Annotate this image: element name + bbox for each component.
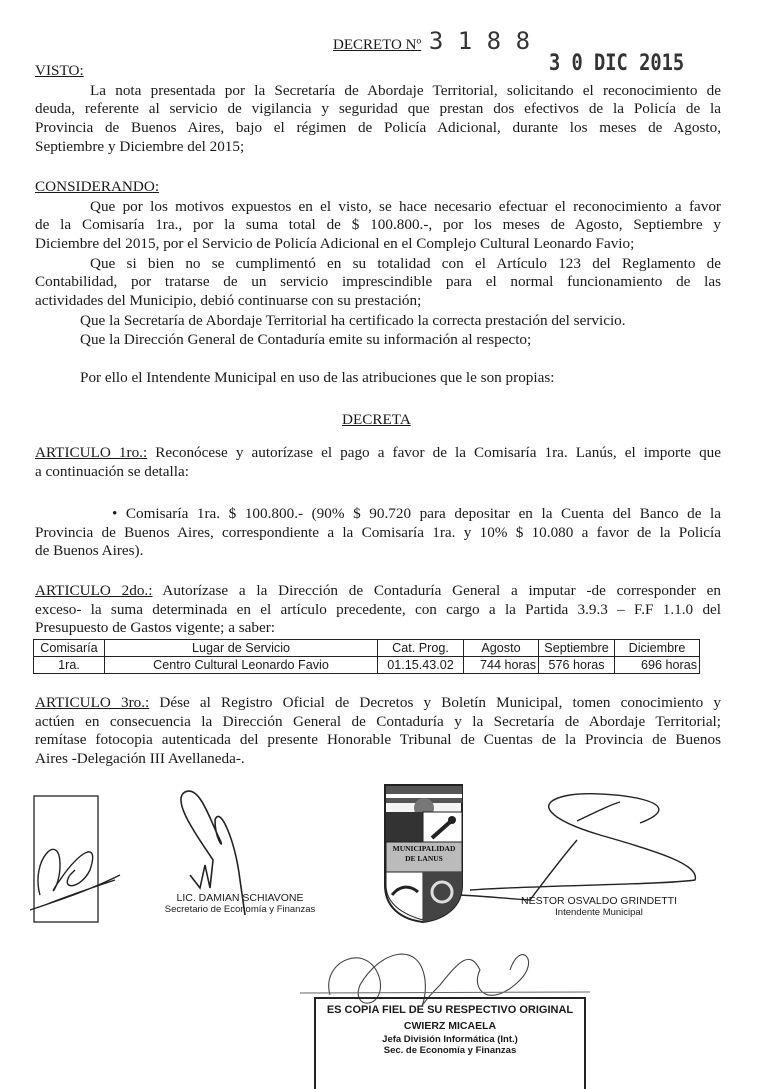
considerando-line: Diciembre del 2015, por el Servicio de Policía Adicional en el Complejo Cultural Leonardo Favio;: [35, 235, 635, 252]
articulo3-text: Dése al Registro Oficial de Decretos y Boletín Municipal, tomen conocimiento y: [149, 694, 722, 711]
articulo1-bullet: • Comisaría 1ra. $ 100.800.- (90% $ 90.720 para depositar en la Cuenta del Banco de la: [112, 505, 721, 522]
table-cell: 696 horas: [615, 657, 700, 674]
visto-line: Septiembre y Diciembre del 2015;: [35, 138, 245, 155]
articulo1-bullet: de Buenos Aires).: [35, 542, 144, 559]
seal-text: [386, 844, 462, 864]
articulo1-label: ARTICULO 1ro.:: [35, 444, 148, 461]
seal-line1: MUNICIPALIDAD: [392, 844, 456, 853]
decree-number: 3 1 8 8: [428, 27, 531, 55]
stamp-line4: Sec. de Economía y Finanzas: [383, 1045, 517, 1056]
table-header-row: [34, 640, 700, 657]
grindetti-signature: [455, 794, 695, 900]
table-header: Comisaría: [34, 640, 105, 657]
articulo1-text: Reconócese y autorízase el pago a favor de la Comisaría 1ra. Lanús, el importe que: [147, 444, 721, 461]
articulo2-line1: [35, 582, 721, 599]
secretary-title: Secretario de Economía y Finanzas: [164, 904, 316, 915]
articulo3-line1: [35, 694, 721, 711]
table-header: Cat. Prog.: [378, 640, 464, 657]
articulo1-line1: [35, 444, 721, 461]
initials-box: [34, 796, 98, 922]
visto-line: Provincia de Buenos Aires, bajo el régimen de Policía Adicional, durante los meses de Agosto,: [35, 119, 721, 136]
table-row: [34, 657, 700, 674]
considerando-line: Que por los motivos expuestos en el visto, se hace necesario efectuar el reconocimiento a favor: [90, 198, 721, 215]
visto-line: deuda, referente al servicio de vigilancia y seguridad que prestan dos efectivos de la Policía de la: [35, 100, 721, 117]
visto-line: La nota presentada por la Secretaría de Abordaje Territorial, solicitando el reconocimiento de: [90, 82, 721, 99]
articulo3-line4: Aires -Delegación III Avellaneda-.: [35, 750, 245, 767]
date-stamp: 3 0 DIC 2015: [549, 51, 685, 76]
articulo2-text: Autorízase a la Dirección de Contaduría General a imputar -de corresponder en: [152, 582, 721, 599]
articulo2-line3: Presupuesto de Gastos vigente; a saber:: [35, 619, 275, 636]
table-cell: 744 horas: [464, 657, 539, 674]
table-header: Agosto: [464, 640, 539, 657]
secretary-name: LIC. DAMIAN SCHIAVONE: [176, 892, 304, 904]
articulo2-line2: exceso- la suma determinada en el artículo precedente, con cargo a la Partida 3.9.3 – F.F 1.1.0 del: [35, 601, 721, 618]
stamp-line2: CWIERZ MICAELA: [403, 1020, 497, 1032]
considerando-line: Que la Dirección General de Contaduría emite su información al respecto;: [80, 331, 532, 348]
secretary-signature-block: [150, 892, 330, 915]
initials-signature: [30, 849, 120, 910]
visto-heading: VISTO:: [35, 62, 84, 79]
considerando-heading: CONSIDERANDO:: [35, 178, 160, 195]
table-cell: 1ra.: [34, 657, 105, 674]
mayor-signature-block: [514, 895, 684, 918]
table-header: Lugar de Servicio: [105, 640, 378, 657]
considerando-line: Que si bien no se cumplimentó en su totalidad con el Artículo 123 del Reglamento de: [90, 255, 721, 272]
mayor-title: Intendente Municipal: [555, 907, 643, 918]
table-header: Septiembre: [539, 640, 615, 657]
decree-title: [333, 27, 530, 55]
table-cell: 576 horas: [539, 657, 615, 674]
seal-line2: DE LANUS: [405, 854, 443, 863]
stamp-line3: Jefa División Informática (Int.): [382, 1034, 518, 1045]
articulo3-label: ARTICULO 3ro.:: [35, 694, 150, 711]
table-cell: Centro Cultural Leonardo Favio: [105, 657, 378, 674]
considerando-closing: Por ello el Intendente Municipal en uso de las atribuciones que le son propias:: [80, 369, 555, 386]
table-header: Diciembre: [615, 640, 700, 657]
articulo1-bullet: Provincia de Buenos Aires, correspondiente a la Comisaría 1ra. y 10% $ 10.080 a favor de la Policía: [35, 524, 721, 541]
articulo1-line2: a continuación se detalla:: [35, 463, 189, 480]
certification-stamp: [314, 997, 586, 1089]
considerando-line: Que la Secretaría de Abordaje Territorial ha certificado la correcta prestación del servicio.: [80, 312, 626, 329]
articulo3-line3: remítase fotocopia autenticada del presente Honorable Tribunal de Cuentas de la Provincia de Buenos: [35, 731, 721, 748]
considerando-line: Contabilidad, por tratarse de un servicio imprescindible para el normal funcionamiento de las: [35, 273, 721, 290]
service-hours-table: [33, 639, 700, 674]
articulo3-line2: actúen en consecuencia la Dirección General de Contaduría y la Secretaría de Abordaje Territorial;: [35, 713, 721, 730]
decree-label: DECRETO Nº: [333, 37, 422, 53]
articulo2-label: ARTICULO 2do.:: [35, 582, 153, 599]
decreta-heading: DECRETA: [342, 411, 411, 428]
mayor-name: NESTOR OSVALDO GRINDETTI: [521, 895, 677, 907]
considerando-line: de la Comisaría 1ra., por la suma total de $ 100.800.-, por los meses de Agosto, Septiembre y: [35, 216, 721, 233]
considerando-line: actividades del Municipio, debió continuarse con su prestación;: [35, 292, 422, 309]
stamp-line1: ES COPIA FIEL DE SU RESPECTIVO ORIGINAL: [326, 1004, 574, 1016]
table-cell: 01.15.43.02: [378, 657, 464, 674]
